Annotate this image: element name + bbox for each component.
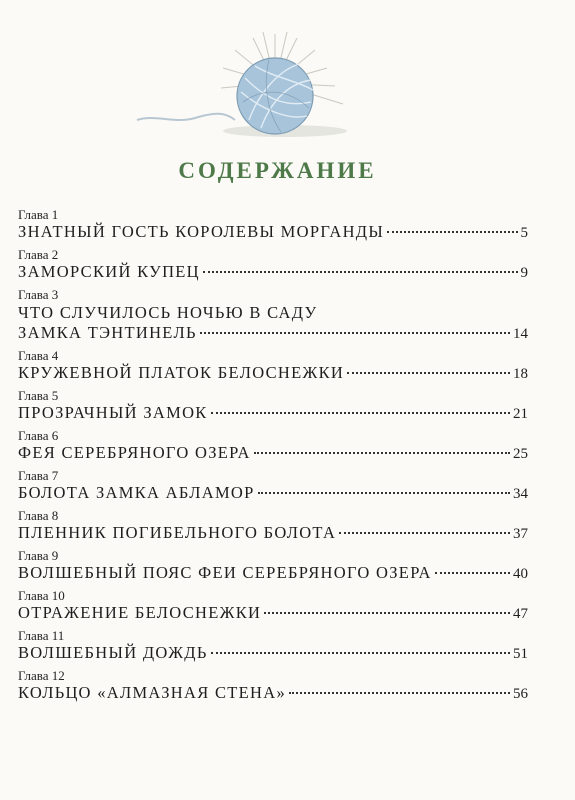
page-number: 34 [513, 486, 528, 502]
chapter-label: Глава 3 [18, 287, 59, 302]
chapter-title: ПЛЕННИК ПОГИБЕЛЬНОГО БОЛОТА [18, 523, 337, 542]
page-number: 14 [513, 326, 528, 342]
dot-leader [200, 332, 510, 334]
dot-leader [435, 572, 510, 574]
toc-entry [18, 589, 528, 623]
table-of-contents [18, 208, 528, 709]
page-number: 21 [513, 406, 528, 422]
chapter-label: Глава 9 [18, 548, 59, 563]
chapter-title: ЗАМОРСКИЙ КУПЕЦ [18, 262, 200, 281]
toc-entry [18, 208, 528, 242]
chapter-title: ВОЛШЕБНЫЙ ДОЖДЬ [18, 643, 208, 662]
toc-entry [18, 429, 528, 463]
toc-entry [18, 288, 528, 343]
toc-line [18, 222, 528, 242]
page-number: 40 [513, 566, 528, 582]
toc-line [18, 363, 528, 383]
toc-line [18, 643, 528, 663]
toc-entry [18, 509, 528, 543]
dot-leader [211, 652, 510, 654]
page-number: 5 [520, 225, 528, 241]
chapter-label: Глава 6 [18, 428, 59, 443]
page-number: 25 [513, 446, 528, 462]
toc-entry [18, 669, 528, 703]
toc-line [18, 683, 528, 703]
dot-leader [289, 692, 510, 694]
toc-line [18, 323, 528, 343]
page-number: 47 [513, 606, 528, 622]
page-number: 37 [513, 526, 528, 542]
chapter-title: ЗНАТНЫЙ ГОСТЬ КОРОЛЕВЫ МОРГАНДЫ [18, 222, 385, 241]
page-title: СОДЕРЖАНИЕ [178, 158, 377, 183]
page-number: 51 [513, 646, 528, 662]
chapter-label: Глава 11 [18, 628, 65, 643]
toc-entry [18, 389, 528, 423]
toc-line [18, 483, 528, 503]
toc-line [18, 403, 528, 423]
dot-leader [339, 532, 510, 534]
dot-leader [258, 492, 510, 494]
toc-entry [18, 629, 528, 663]
toc-entry [18, 469, 528, 503]
chapter-label: Глава 10 [18, 588, 65, 603]
yarn-ball-icon [135, 28, 375, 148]
chapter-title: БОЛОТА ЗАМКА АБЛАМОР [18, 483, 255, 502]
chapter-title: ПРОЗРАЧНЫЙ ЗАМОК [18, 403, 208, 422]
chapter-title-first-line: ЧТО СЛУЧИЛОСЬ НОЧЬЮ В САДУ [18, 303, 318, 322]
page-number: 56 [513, 686, 528, 702]
chapter-label: Глава 8 [18, 508, 59, 523]
chapter-title: ЗАМКА ТЭНТИНЕЛЬ [18, 323, 197, 342]
chapter-label: Глава 1 [18, 207, 59, 222]
page-number: 18 [513, 366, 528, 382]
toc-line [18, 443, 528, 463]
dot-leader [387, 231, 517, 233]
chapter-title: КОЛЬЦО «АЛМАЗНАЯ СТЕНА» [18, 683, 286, 702]
chapter-title: ФЕЯ СЕРЕБРЯНОГО ОЗЕРА [18, 443, 251, 462]
toc-line [18, 262, 528, 282]
chapter-title: ОТРАЖЕНИЕ БЕЛОСНЕЖКИ [18, 603, 262, 622]
toc-entry [18, 549, 528, 583]
toc-line [18, 523, 528, 543]
toc-line [18, 563, 528, 583]
dot-leader [211, 412, 510, 414]
chapter-title: КРУЖЕВНОЙ ПЛАТОК БЕЛОСНЕЖКИ [18, 363, 345, 382]
toc-entry [18, 248, 528, 282]
dot-leader [203, 271, 518, 273]
toc-line [18, 603, 528, 623]
chapter-label: Глава 7 [18, 468, 59, 483]
dot-leader [264, 612, 510, 614]
toc-entry [18, 349, 528, 383]
chapter-title: ВОЛШЕБНЫЙ ПОЯС ФЕИ СЕРЕБРЯНОГО ОЗЕРА [18, 563, 432, 582]
chapter-label: Глава 5 [18, 388, 59, 403]
dot-leader [254, 452, 510, 454]
chapter-label: Глава 12 [18, 668, 65, 683]
dot-leader [347, 372, 510, 374]
page-number: 9 [520, 265, 528, 281]
chapter-label: Глава 2 [18, 247, 59, 262]
chapter-label: Глава 4 [18, 348, 59, 363]
